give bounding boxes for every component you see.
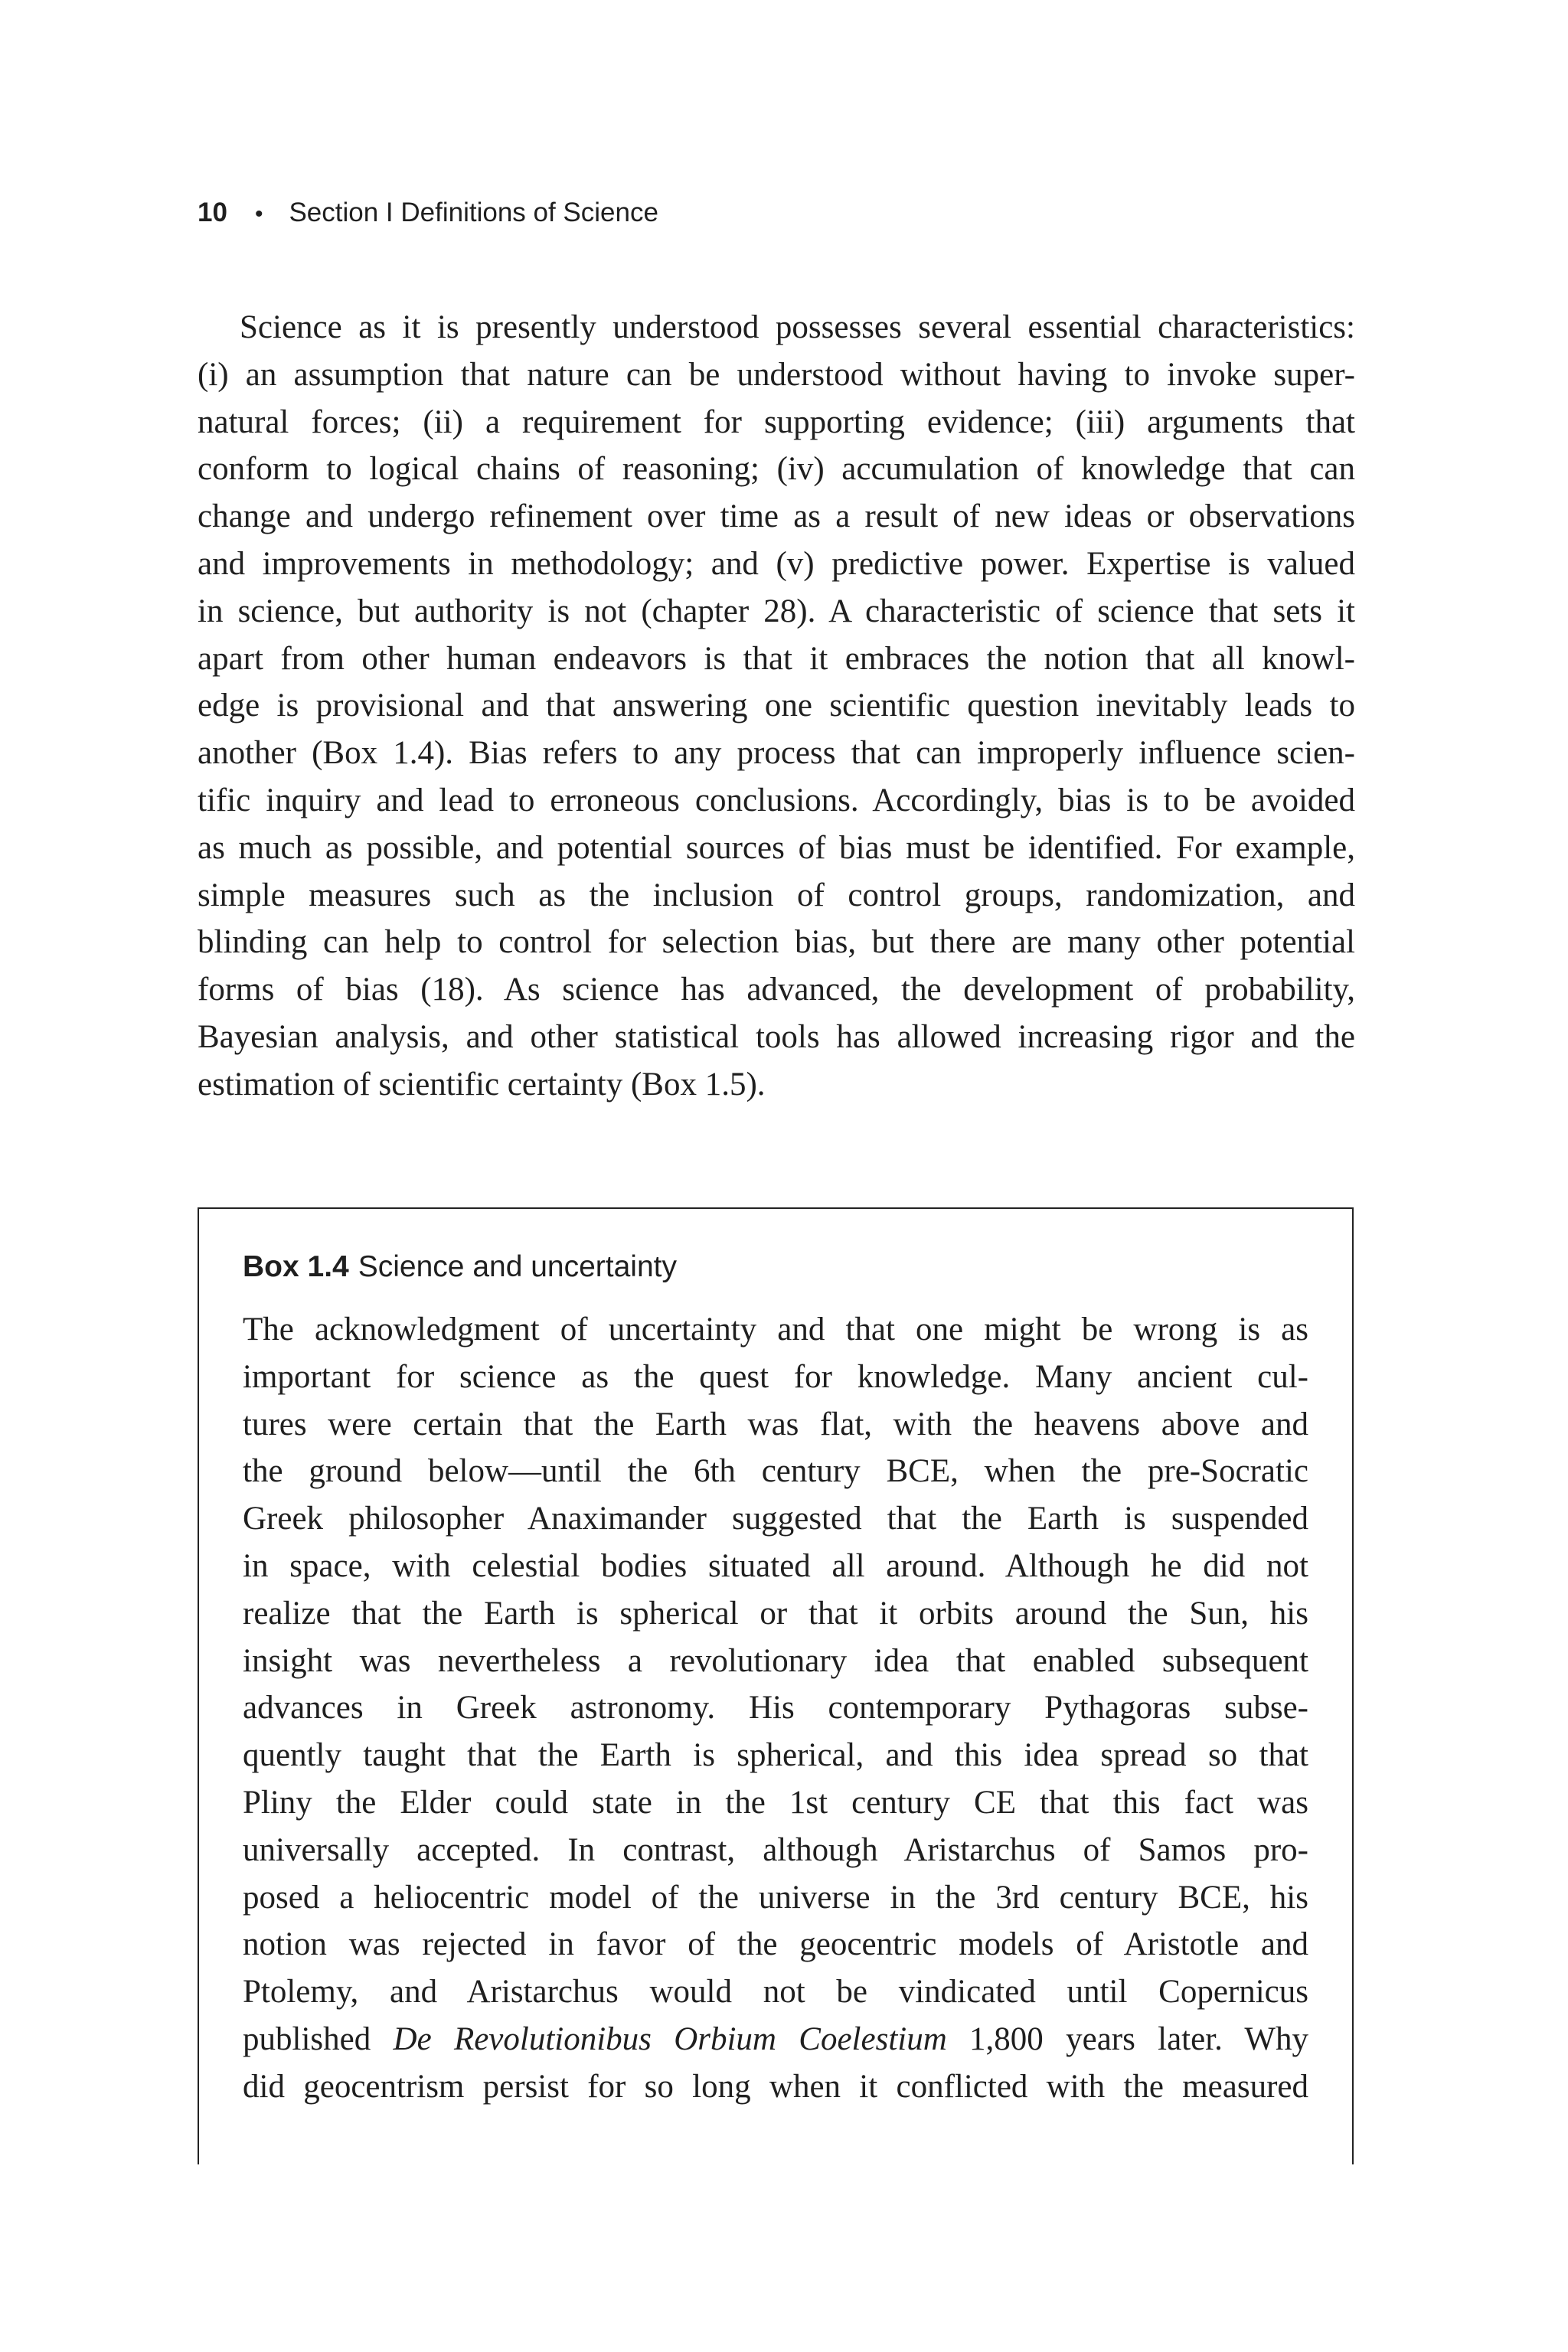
box-line: tures were certain that the Earth was flat, with the heavens above and — [243, 1406, 1308, 1442]
body-line: forms of bias (18). As science has advanced, the development of probability, — [198, 972, 1355, 1008]
body-line: change and undergo refinement over time as a result of new ideas or observations — [198, 498, 1355, 535]
box-line: quently taught that the Earth is spherical, and this idea spread so that — [243, 1737, 1308, 1774]
box-line: notion was rejected in favor of the geocentric models of Aristotle and — [243, 1926, 1308, 1963]
body-line: edge is provisional and that answering one scientific question inevitably leads to — [198, 688, 1355, 724]
body-paragraph — [198, 304, 1355, 1109]
box-label: Box 1.4 — [243, 1250, 349, 1283]
body-line: and improvements in methodology; and (v) predictive power. Expertise is valued — [198, 545, 1355, 582]
box-line: The acknowledgment of uncertainty and that one might be wrong is as — [243, 1312, 1308, 1348]
box-line: realize that the Earth is spherical or that it orbits around the Sun, his — [243, 1595, 1308, 1632]
body-line: conform to logical chains of reasoning; (iv) accumulation of knowledge that can — [198, 451, 1355, 488]
box-line: Greek philosopher Anaximander suggested that the Earth is suspended — [243, 1501, 1308, 1537]
box-line — [243, 2016, 1308, 2063]
book-title: De Revolutionibus Orbium Coelestium — [393, 2020, 947, 2057]
box-line: insight was nevertheless a revolutionary idea that enabled subsequent — [243, 1642, 1308, 1679]
box-title: Science and uncertainty — [358, 1250, 677, 1283]
body-line: another (Box 1.4). Bias refers to any process that can improperly influence scien- — [198, 735, 1355, 772]
body-line: apart from other human endeavors is that it embraces the notion that all knowl- — [198, 640, 1355, 677]
box-line: advances in Greek astronomy. His contemporary Pythagoras subse- — [243, 1690, 1308, 1726]
body-line: simple measures such as the inclusion of control groups, randomization, and — [198, 877, 1355, 913]
box-line: did geocentrism persist for so long when it conflicted with the measured — [243, 2068, 1308, 2105]
box-line: posed a heliocentric model of the universe in the 3rd century BCE, his — [243, 1879, 1308, 1916]
section-title: Section I Definitions of Science — [289, 198, 658, 227]
body-line: Bayesian analysis, and other statistical tools has allowed increasing rigor and the — [198, 1018, 1355, 1055]
box-line: universally accepted. In contrast, although Aristarchus of Samos pro- — [243, 1831, 1308, 1868]
body-line: (i) an assumption that nature can be understood without having to invoke super- — [198, 356, 1355, 393]
header-bullet: • — [254, 201, 263, 227]
body-line: estimation of scientific certainty (Box 1.5). — [198, 1066, 766, 1102]
body-line: Science as it is presently understood possesses several essential characteristics: — [240, 309, 1355, 345]
box-1-4 — [198, 1207, 1354, 2164]
box-paragraph — [243, 1306, 1308, 2111]
body-line: blinding can help to control for selection bias, but there are many other potential — [198, 924, 1355, 961]
body-line: in science, but authority is not (chapter 28). A characteristic of science that sets it — [198, 593, 1355, 629]
box-line: Ptolemy, and Aristarchus would not be vindicated until Copernicus — [243, 1974, 1308, 2011]
box-line: the ground below—until the 6th century BCE, when the pre-Socratic — [243, 1453, 1308, 1490]
page-number: 10 — [198, 198, 227, 227]
running-head — [198, 194, 658, 233]
box-heading — [243, 1247, 677, 1287]
box-line: in space, with celestial bodies situated all around. Although he did not — [243, 1547, 1308, 1584]
body-line: natural forces; (ii) a requirement for supporting evidence; (iii) arguments that — [198, 403, 1355, 440]
box-line-text: published — [243, 2020, 394, 2057]
body-line: as much as possible, and potential sources of bias must be identified. For example, — [198, 829, 1355, 866]
box-line-text: 1,800 years later. Why — [946, 2020, 1308, 2057]
box-line: important for science as the quest for knowledge. Many ancient cul- — [243, 1358, 1308, 1395]
body-line: tific inquiry and lead to erroneous conclusions. Accordingly, bias is to be avoided — [198, 782, 1355, 818]
box-line: Pliny the Elder could state in the 1st century CE that this fact was — [243, 1784, 1308, 1821]
